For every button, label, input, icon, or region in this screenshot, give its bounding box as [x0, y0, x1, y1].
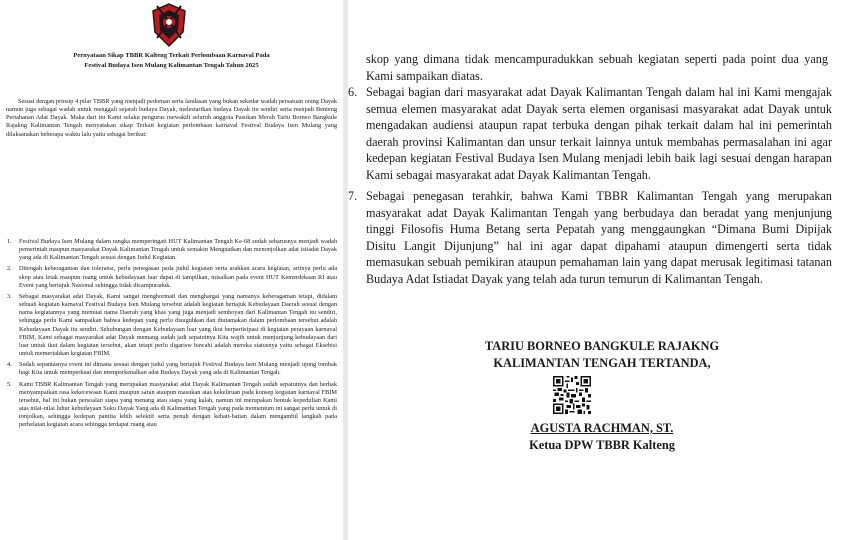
left-list	[6, 238, 337, 432]
item-text: Festival Budaya Isen Mulang dalam rangka memperingati HUT Kalimantan Tengah Ke-68 sudah seharusnya menjadi wadah pemerintah maupun masyarakat Dayak Kalimantan Tengah untuk semakin Menguatkan dan menonjolkan adat istiadat Dayak yang ada di Kalimantan Tengah sesuai dengan Judul Kegiatan.	[19, 238, 337, 262]
item-number: 7.	[348, 189, 358, 203]
item-text: Sebagai penegasan terahkir, bahwa Kami TBBR Kalimantan Tengah yang merupakan masyarakat adat Dayak Kalimantan Tengah yang berbudaya dan beradat yang menjunjung tinggi Filosofis Huma Betang serta Pepatah yang menggaungkan “Dimana Bumi Dipijak Disitu Langit Dijunjung” hal ini agar dapat dipahami ataupun dimengerti serta tidak memasukan sebuah pemikiran ataupun pemahaman lain yang dapat merusak legitimasi tatanan Budaya Adat Istiadat Dayak yang telah ada turun temurun di Kalimantan Tengah.	[366, 189, 832, 286]
title-line-1: Pernyataan Sikap TBBR Kalteng Terkait Perlombaan Karnaval Pada	[73, 52, 270, 59]
list-item	[6, 361, 337, 377]
item-text: Sudah sepantasnya event ini dimana sesuai dengan judul yang bertajuk Festival Budaya Isen Mulang menjadi ujung tombak bagi Kita untuk memperkuat dan memperkenalkan adat Budaya Dayak yang ada di Kalimantan Tengah.	[19, 361, 337, 377]
intro-paragraph: Sesuai dengan prinsip 4 pilar TBBR yang menjadi pedoman serta landasan yang bukan sekedar wadah persatuan orang Dayak namun juga sebagai wadah untuk menggali sejarah budaya Dayak, melestarikan budaya Dayak itu sendiri serta menjadi Benteng Pertahanan Adat Dayak. Maka dari itu Kami selaku pengurus mewakili seluruh anggota Pasukan Merah Tariu Borneo Bangkule Rajakng Kalimantan Tengah menyatakan sikap Terkait kegiatan perlombaan karnaval Festival Budaya Isen Mulang yang dilaksanakan beberapa waktu lalu yaitu sebagai berikut:	[6, 98, 337, 138]
item-text: Sebagai masyarakat adat Dayak, Kami sangat menghormati dan menghargai yang namanya keberagaman tetapi, didalam sebuah kegiatan karnaval Festival Budaya Isen Mulang tersebut adalah kegiatan bertajuk Kebudayaan Daerah sesuai dengan nama kegiatannya yang memuat nama Daerah yang khas yang juga menjadi semboyan dari Kalimantan Tengah itu sendiri, sehingga perlu Kami sampaikan bahwa kedepan yang perlu disuguhkan dan diutamakan dalam perlombaan tersebut adalah Kebudayaan Dayak itu sendiri. Sehubungan dengan Kebudayaan luar yang ikut berpartisipasi di kegiatan perayaan karnaval FBIM, Kami sebagai masyarakat adat Dayak memang sudah jadi sepatutnya Kita wajib untuk menjunjung kebudayaan dari luar untuk ikut dalam kegiatan tersebut, akan tetapi perlu digarisw bawahi adalah mereka statusnya yaitu sebagai Eksebisi untuk memeriahkan kegiatan FBIM.	[19, 292, 337, 358]
list-item	[348, 188, 832, 287]
list-item	[6, 265, 337, 289]
signature-organization	[452, 338, 752, 372]
item-number: 4.	[7, 361, 12, 369]
list-item	[6, 293, 337, 358]
list-item	[348, 84, 832, 183]
org-line-1: TARIU BORNEO BANGKULE RAJAKNG	[484, 339, 720, 353]
right-page	[348, 0, 849, 540]
continued-paragraph: skop yang dimana tidak mencampuradukkan sebuah kegiatan seperti pada point dua yang Kami sampaikan diatas.	[366, 52, 828, 83]
org-line-2: KALIMANTAN TENGAH TERTANDA,	[493, 356, 711, 370]
item-number: 5.	[7, 380, 12, 388]
list-item	[6, 238, 337, 262]
item-number: 1.	[7, 238, 12, 245]
document-title	[8, 51, 335, 70]
item-number: 6.	[348, 85, 358, 99]
left-page	[0, 0, 343, 540]
signatory-name: AGUSTA RACHMAN, ST.	[530, 421, 674, 435]
item-number: 2.	[7, 265, 12, 273]
item-text: Kami TBBR Kalimantan Tengah yang merupakan masyarakat adat Dayak Kalimantan Tengah sudah sepatutnya dan berhak menyampaikan rasa kekecewaan Kami maupun saran ataupun masukan atas kekeliruan pada konsep kegiatan karnaval FBIM tersebut, hal ini bukan persoalan siapa yang menang atau siapa yang kalah, namun ini merupakan bentuk kepedulian Kami atas nilai-nilai luhur kebudayaan Suku Dayak Yang ada di Kalimantan Tengah yang pada momentum ini sangat perlu untuk di tonjolkan, sehingga kedepan panitia lebih selektif serta penuh dengan kehati-hatian dalam mengambil langkah pada perhelatan kegiatan acara sehingga terdapat ruang atau	[19, 380, 337, 429]
item-text: Ditengah keberagaman dan toleransi, perlu penegasan pada judul kegiatan serta arahkan acara kegiatan, artinya perlu ada skop atau letak maupun ruang untuk kebudayaan luar dapat di tampilkan, misalkan pada event HUT Kemerdekaan RI atau Event yang bertajuk Nasional sehingga tidak dicampuraduk.	[19, 265, 337, 289]
item-text: Sebagai bagian dari masyarakat adat Dayak Kalimantan Tengah dalam hal ini Kami mengajak semua elemen masyarakat adat Dayak serta elemen organisasi masyarakat adat Dayak untuk mengadakan audiensi ataupun rapat terbuka dengan pihak terkait dalam hal ini pemerintah daerah provinsi Kalimantan dan unsur terkait lainnya untuk membahas permasalahan ini agar kedepan kegiatan Festival Budaya Isen Mulang menjadi lebih baik lagi sesuai dengan harapan Kami sebagai masyarakat adat Dayak Kalimantan Tengah.	[366, 85, 832, 182]
signatory-role: Ketua DPW TBBR Kalteng	[529, 438, 675, 452]
qr-code-icon	[553, 376, 591, 414]
list-item	[6, 381, 337, 430]
item-number: 3.	[7, 292, 12, 300]
title-line-2: Festival Budaya Isen Mulang Kalimantan Tengah Tahun 2025	[84, 61, 259, 69]
right-list	[348, 84, 832, 292]
tbbr-emblem-icon	[149, 2, 189, 48]
